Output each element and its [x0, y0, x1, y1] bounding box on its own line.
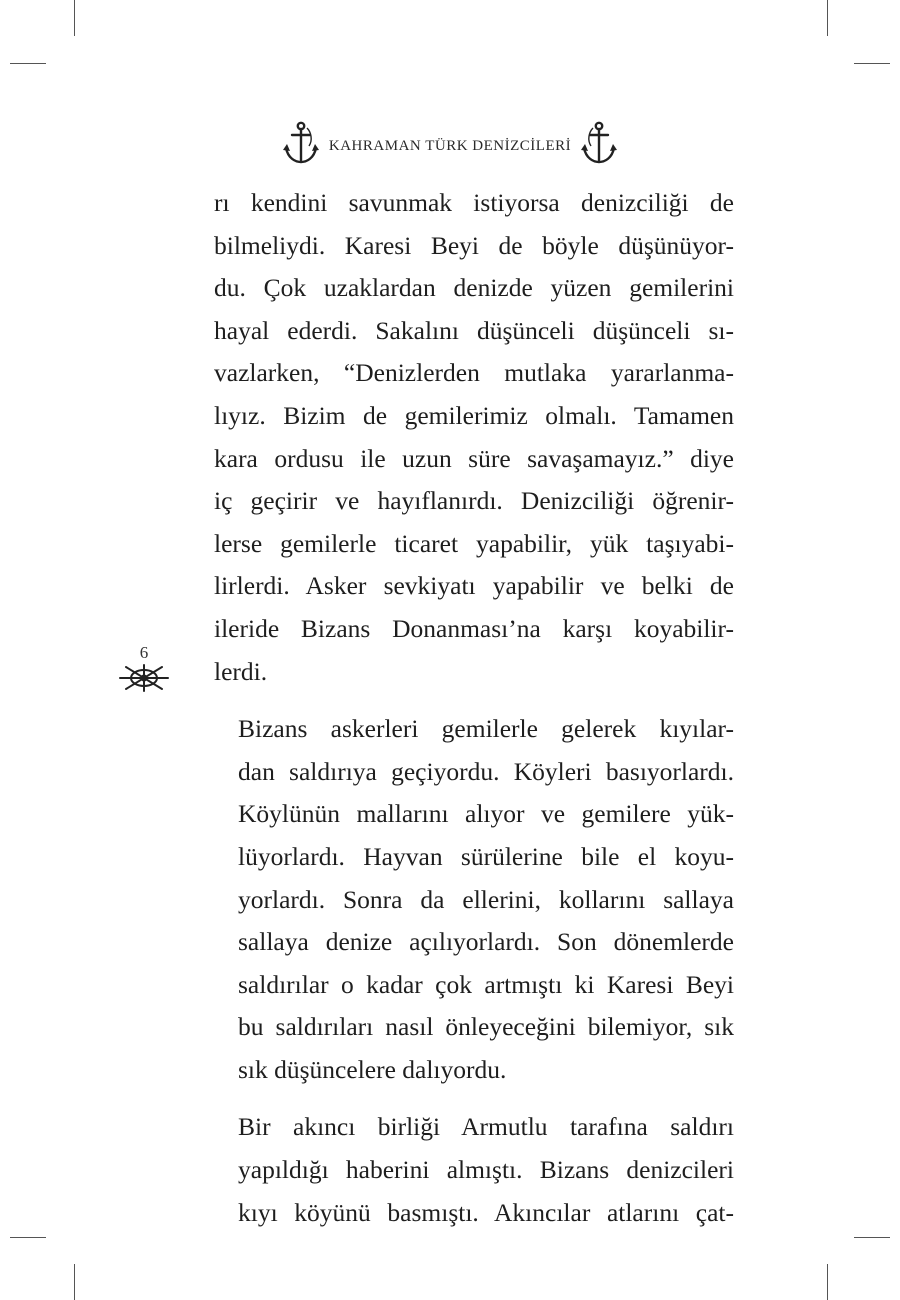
- page-number: 6: [139, 643, 149, 662]
- text-line: sık düşüncelere dalıyordu.: [238, 1054, 507, 1084]
- paragraph: [214, 708, 734, 1091]
- text-line: rı kendini savunmak istiyorsa denizciliği de: [214, 188, 734, 217]
- anchor-icon: [281, 120, 321, 166]
- text-line: iç geçirir ve hayıflanırdı. Denizciliği öğrenir-: [214, 486, 734, 516]
- text-line: Bizans askerleri gemilerle gelerek kıyılar-: [238, 714, 734, 744]
- text-line: Köylünün mallarını alıyor ve gemilere yük-: [238, 799, 734, 829]
- text-line: bilmeliydi. Karesi Beyi de böyle düşünüyor-: [214, 230, 734, 260]
- text-line: bu saldırıları nasıl önleyeceğini bilemiyor, sık: [238, 1012, 734, 1042]
- text-line: kara ordusu ile uzun süre savaşamayız.” diye: [214, 443, 734, 473]
- text-line: yapıldığı haberini almıştı. Bizans denizcileri: [238, 1155, 734, 1185]
- crop-mark-left-bottom: [10, 1237, 46, 1238]
- text-line: lerse gemilerle ticaret yapabilir, yük taşıyabi-: [214, 528, 734, 558]
- paragraph: [214, 1106, 734, 1234]
- text-line: lıyız. Bizim de gemilerimiz olmalı. Tamamen: [214, 400, 734, 430]
- running-header-title: KAHRAMAN TÜRK DENİZCİLERİ: [328, 137, 572, 154]
- crop-mark-top-right: [827, 0, 828, 36]
- text-line: yorlardı. Sonra da ellerini, kollarını sallaya: [238, 884, 734, 914]
- text-line: kıyı köyünü basmıştı. Akıncılar atlarını çat-: [238, 1197, 734, 1227]
- crop-mark-top-left: [74, 0, 75, 36]
- text-line: Bir akıncı birliği Armutlu tarafına saldırı: [238, 1112, 734, 1142]
- text-line: vazlarken, “Denizlerden mutlaka yararlanma-: [214, 358, 734, 388]
- text-line: lirlerdi. Asker sevkiyatı yapabilir ve belki de: [214, 571, 734, 601]
- anchor-icon: [579, 120, 619, 166]
- crop-mark-right-bottom: [854, 1237, 890, 1238]
- crop-mark-bottom-right: [827, 1264, 828, 1300]
- text-line: ileride Bizans Donanması’na karşı koyabilir-: [214, 613, 734, 643]
- page-folio: [118, 644, 170, 693]
- text-line: hayal ederdi. Sakalını düşünceli düşünceli sı-: [214, 315, 734, 345]
- text-line: lerdi.: [214, 656, 268, 686]
- crop-mark-right-top: [854, 63, 890, 64]
- ship-wheel-icon: [118, 663, 170, 693]
- text-line: du. Çok uzaklardan denizde yüzen gemilerini: [214, 273, 734, 303]
- text-line: saldırılar o kadar çok artmıştı ki Karesi Beyi: [238, 969, 734, 999]
- crop-mark-left-top: [10, 63, 46, 64]
- crop-mark-bottom-left: [74, 1264, 75, 1300]
- running-header: [0, 118, 900, 168]
- paragraph: [214, 182, 734, 693]
- text-line: sallaya denize açılıyorlardı. Son dönemlerde: [238, 927, 734, 957]
- text-line: dan saldırıya geçiyordu. Köyleri basıyorlardı.: [238, 756, 734, 786]
- body-text: [214, 182, 734, 1234]
- text-line: lüyorlardı. Hayvan sürülerine bile el koyu-: [238, 841, 734, 871]
